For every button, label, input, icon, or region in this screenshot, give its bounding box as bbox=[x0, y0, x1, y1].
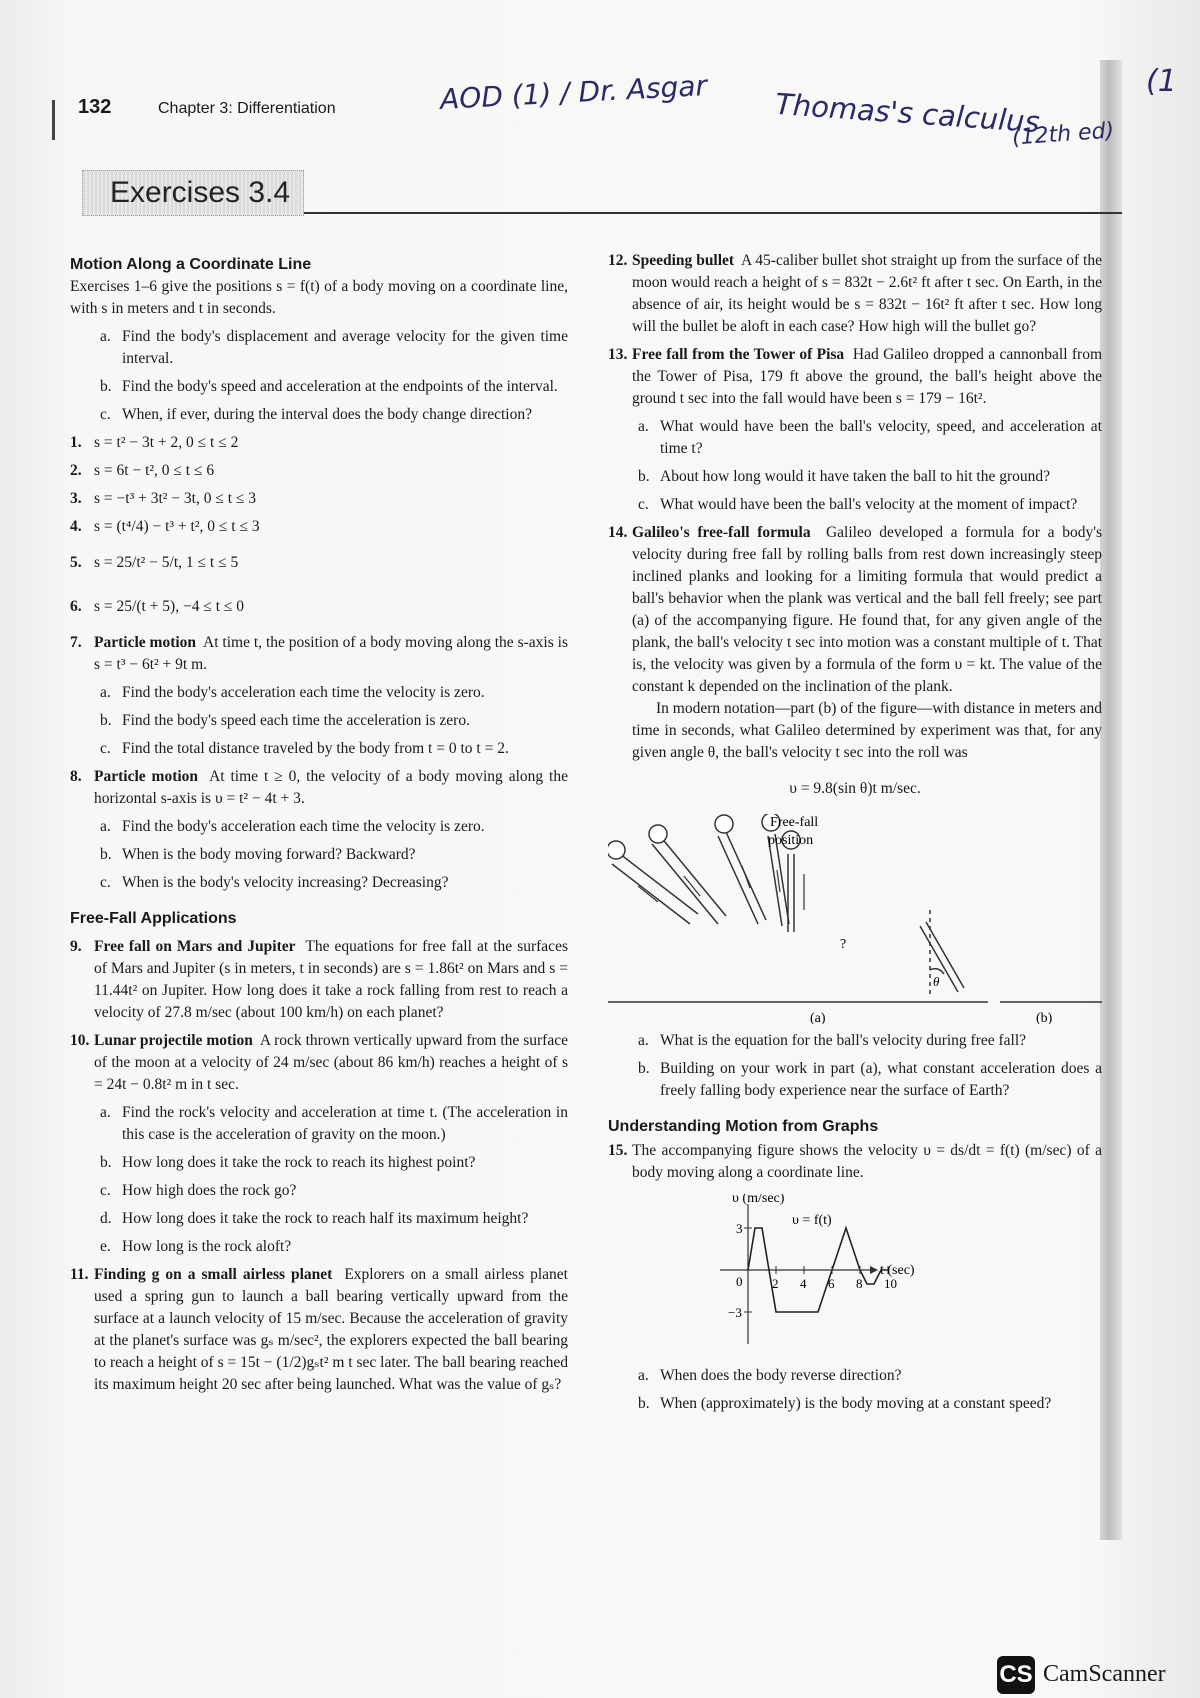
exercise-number: 2. bbox=[70, 462, 82, 479]
plank-4 bbox=[768, 836, 782, 926]
intro-part bbox=[70, 326, 568, 370]
chapter-title: Chapter 3: Differentiation bbox=[158, 100, 336, 117]
handwritten-note-course: AOD (1) / Dr. Asgar bbox=[439, 69, 708, 116]
part-text: What is the equation for the ball's velocity during free fall? bbox=[660, 1032, 1027, 1049]
part-text: How long does it take the rock to reach its highest point? bbox=[122, 1154, 476, 1171]
exercise-11 bbox=[70, 1264, 568, 1396]
part-label: e. bbox=[100, 1238, 111, 1255]
exercise-5 bbox=[70, 544, 568, 582]
incline-figure-drawing bbox=[608, 814, 1102, 1024]
exercise-number: 14. bbox=[608, 524, 628, 541]
exercise-part bbox=[70, 738, 568, 760]
exercise-text: In modern notation—part (b) of the figure—with distance in meters and time in seconds, what Galileo determined by experiment was that, for any given angle θ, the ball's velocity t sec into the roll was bbox=[632, 700, 1102, 761]
section-title: Exercises 3.4 bbox=[110, 176, 291, 209]
part-label: a. bbox=[100, 328, 111, 345]
heading-motion: Motion Along a Coordinate Line bbox=[70, 256, 312, 273]
part-text: Find the body's acceleration each time the velocity is zero. bbox=[122, 684, 485, 701]
part-label: b. bbox=[638, 1395, 650, 1412]
exercise-name: Free fall on Mars and Jupiter bbox=[94, 938, 296, 955]
arrow-3 bbox=[742, 866, 750, 888]
exercise-1 bbox=[70, 432, 568, 454]
part-text: Find the body's acceleration each time the velocity is zero. bbox=[122, 818, 485, 835]
right-column bbox=[608, 250, 1102, 1415]
exercise-formula: s = 25/(t + 5), −4 ≤ t ≤ 0 bbox=[94, 598, 245, 615]
plank-2-edge bbox=[660, 836, 726, 916]
part-text: About how long would it have taken the ball to hit the ground? bbox=[660, 468, 1051, 485]
exercise-name: Particle motion bbox=[94, 768, 199, 785]
exercise-formula: s = −t³ + 3t² − 3t, 0 ≤ t ≤ 3 bbox=[94, 490, 257, 507]
ball-2 bbox=[649, 825, 667, 843]
exercise-formula: s = t² − 3t + 2, 0 ≤ t ≤ 2 bbox=[94, 434, 239, 451]
exercise-2 bbox=[70, 460, 568, 482]
exercise-name: Finding g on a small airless planet bbox=[94, 1266, 333, 1283]
exercise-3 bbox=[70, 488, 568, 510]
camscanner-logo-text: CamScanner bbox=[1043, 1661, 1166, 1687]
part-label: b. bbox=[100, 378, 112, 395]
exercise-part bbox=[70, 1236, 568, 1258]
part-text: When is the body's velocity increasing? Decreasing? bbox=[122, 874, 449, 891]
part-text: When (approximately) is the body moving at a constant speed? bbox=[660, 1395, 1052, 1412]
margin-mark bbox=[52, 100, 55, 140]
part-text: How long does it take the rock to reach half its maximum height? bbox=[122, 1210, 529, 1227]
part-label: b. bbox=[638, 468, 650, 485]
heading-graphs: Understanding Motion from Graphs bbox=[608, 1118, 879, 1135]
intro-part bbox=[70, 376, 568, 398]
part-label: b. bbox=[100, 712, 112, 729]
exercise-part bbox=[608, 1058, 1102, 1102]
exercise-name: Speeding bullet bbox=[632, 252, 735, 269]
page-number: 132 bbox=[78, 96, 112, 118]
part-text: When does the body reverse direction? bbox=[660, 1367, 902, 1384]
x-axis-arrowhead bbox=[870, 1266, 878, 1274]
intro-text: Exercises 1–6 give the positions s = f(t) of a body moving on a coordinate line, with s in meters and t in seconds. bbox=[70, 278, 568, 317]
exercise-part bbox=[70, 1208, 568, 1230]
x-tick-label: 8 bbox=[856, 1276, 863, 1291]
inclined-planks bbox=[612, 832, 794, 932]
exercise-number: 9. bbox=[70, 938, 82, 955]
left-column bbox=[70, 250, 568, 1396]
exercise-text: Had Galileo dropped a cannonball from the Tower of Pisa, 179 ft above the ground, the ball's height above the ground t sec into the fall would have been s = 179 − 16t². bbox=[632, 346, 1103, 407]
y-tick-label: 0 bbox=[736, 1274, 743, 1289]
exercise-text: The equations for free fall at the surfaces of Mars and Jupiter (s in meters, t in seconds) are s = 1.86t² on Mars and s = 11.44t² on Jupiter. How long does it take a rock falling from rest to reach a velocity of 27.8 m/sec (about 100 km/h) on each planet? bbox=[94, 938, 568, 1021]
plank-1-edge bbox=[620, 854, 698, 914]
exercise-number: 3. bbox=[70, 490, 82, 507]
part-text: What would have been the ball's velocity at the moment of impact? bbox=[660, 496, 1078, 513]
exercise-part bbox=[70, 872, 568, 894]
curve-label: υ = f(t) bbox=[792, 1213, 832, 1228]
part-label: b. bbox=[100, 846, 112, 863]
part-label: c. bbox=[100, 1182, 111, 1199]
x-tick-label: 10 bbox=[884, 1276, 897, 1291]
incline-figure bbox=[608, 814, 1102, 1024]
caption-a: (a) bbox=[810, 1011, 826, 1024]
exercise-text: Galileo developed a formula for a body's velocity during free fall by rolling balls from rest down increasingly steep inclined planks and looking for a limiting formula that would predict a ball's behavior when the plank was vertical and the ball fell freely; see part (a) of the accompanying figure. He found that, for any given angle of the plank, the ball's velocity t sec into motion was a constant multiple of t. That is, the velocity was given by a formula of the form υ = kt. The value of the constant k depended on the inclination of the plank. bbox=[632, 524, 1103, 695]
exercise-13 bbox=[608, 344, 1102, 410]
part-label: c. bbox=[638, 496, 649, 513]
y-tick-label: −3 bbox=[728, 1305, 742, 1320]
exercise-9 bbox=[70, 936, 568, 1024]
exercise-name: Free fall from the Tower of Pisa bbox=[632, 346, 845, 363]
part-label: d. bbox=[100, 1210, 112, 1227]
exercise-text: A rock thrown vertically upward from the surface of the moon at a velocity of 24 m/sec (about 86 km/h) reaches a height of s = 24t − 0.8t² m in t sec. bbox=[94, 1032, 568, 1093]
exercise-number: 10. bbox=[70, 1032, 90, 1049]
section-rule bbox=[304, 212, 1122, 214]
x-tick-label: 6 bbox=[828, 1276, 835, 1291]
angled-plank-b bbox=[920, 910, 964, 994]
part-label: c. bbox=[100, 740, 111, 757]
part-label: c. bbox=[100, 406, 111, 423]
caption-b: (b) bbox=[1036, 1011, 1053, 1024]
plank-1 bbox=[612, 864, 690, 924]
plank-3 bbox=[718, 836, 758, 924]
y-tick-label: 3 bbox=[736, 1221, 743, 1236]
exercise-15 bbox=[608, 1140, 1102, 1184]
exercise-part bbox=[70, 710, 568, 732]
exercise-text: Explorers on a small airless planet used a spring gun to launch a ball bearing vertically upward from the surface at a launch velocity of 15 m/sec. Because the acceleration of gravity at the planet's surface was gₛ m/sec², the explorers expected the ball bearing to reach a height of s = 15t − (1/2)gₛt² m t sec later. The ball bearing reached its maximum height 20 sec after being launched. What was the value of gₛ? bbox=[94, 1266, 568, 1393]
free-fall-label-line1: Free-fall bbox=[770, 815, 819, 830]
exercise-number: 6. bbox=[70, 598, 82, 615]
part-label: a. bbox=[100, 1104, 111, 1121]
exercise-14 bbox=[608, 522, 1102, 698]
camscanner-logo-icon: CS bbox=[997, 1656, 1035, 1694]
exercise-part bbox=[608, 494, 1102, 516]
handwritten-note-book: Thomas's calculus bbox=[774, 86, 1041, 140]
question-mark: ? bbox=[840, 937, 847, 952]
exercise-number: 13. bbox=[608, 346, 628, 363]
exercise-number: 15. bbox=[608, 1142, 628, 1159]
theta-label: θ bbox=[933, 974, 940, 989]
exercise-part bbox=[70, 844, 568, 866]
free-fall-label-line2: position bbox=[768, 833, 814, 848]
part-text: What would have been the ball's velocity, speed, and acceleration at time t? bbox=[660, 418, 1102, 457]
ball-3 bbox=[715, 815, 733, 833]
exercise-text: The accompanying figure shows the velocity υ = ds/dt = f(t) (m/sec) of a body moving along a coordinate line. bbox=[632, 1142, 1102, 1181]
part-text: Building on your work in part (a), what constant acceleration does a freely falling body experience near the surface of Earth? bbox=[660, 1060, 1102, 1099]
exercise-part bbox=[608, 1030, 1102, 1052]
exercise-part bbox=[70, 816, 568, 838]
part-text: Find the body's speed and acceleration at the endpoints of the interval. bbox=[122, 378, 558, 395]
part-label: c. bbox=[100, 874, 111, 891]
ball-1 bbox=[608, 841, 625, 859]
galileo-equation: υ = 9.8(sin θ)t m/sec. bbox=[789, 780, 921, 797]
exercise-6 bbox=[70, 588, 568, 626]
exercise-number: 11. bbox=[70, 1266, 89, 1283]
x-tick-label: 2 bbox=[772, 1276, 779, 1291]
part-label: a. bbox=[638, 1032, 649, 1049]
part-text: When is the body moving forward? Backward? bbox=[122, 846, 416, 863]
exercise-name: Galileo's free-fall formula bbox=[632, 524, 811, 541]
exercise-name: Lunar projectile motion bbox=[94, 1032, 253, 1049]
exercise-text: At time t, the position of a body moving along the s-axis is s = t³ − 6t² + 9t m. bbox=[94, 634, 568, 673]
part-label: a. bbox=[638, 1367, 649, 1384]
part-text: Find the body's speed each time the acceleration is zero. bbox=[122, 712, 470, 729]
exercise-10 bbox=[70, 1030, 568, 1096]
exercise-part bbox=[70, 682, 568, 704]
handwritten-note-edition: (12th ed) bbox=[1011, 118, 1115, 151]
y-axis-label: υ (m/sec) bbox=[732, 1194, 785, 1206]
exercise-number: 1. bbox=[70, 434, 82, 451]
exercise-part bbox=[608, 416, 1102, 460]
exercise-formula: s = 25/t² − 5/t, 1 ≤ t ≤ 5 bbox=[94, 554, 239, 571]
exercise-part bbox=[70, 1180, 568, 1202]
arrow-4 bbox=[777, 870, 780, 892]
part-label: a. bbox=[100, 684, 111, 701]
exercise-14-continued bbox=[608, 698, 1102, 764]
velocity-graph-drawing bbox=[608, 1194, 1102, 1359]
part-label: b. bbox=[100, 1154, 112, 1171]
part-label: a. bbox=[638, 418, 649, 435]
exercise-formula: s = (t⁴/4) − t³ + t², 0 ≤ t ≤ 3 bbox=[94, 518, 260, 535]
exercise-number: 7. bbox=[70, 634, 82, 651]
part-text: Find the body's displacement and average velocity for the given time interval. bbox=[122, 328, 568, 367]
exercise-part bbox=[70, 1102, 568, 1146]
exercise-number: 5. bbox=[70, 554, 82, 571]
exercise-text: A 45-caliber bullet shot straight up from the surface of the moon would reach a height of s = 832t − 2.6t² ft after t sec. On Earth, in the absence of air, its height would be s = 832t − 16t² ft after t sec. How long will the bullet be aloft in each case? How high will the bullet go? bbox=[632, 252, 1102, 335]
exercise-number: 4. bbox=[70, 518, 82, 535]
book-spine-shadow bbox=[1100, 60, 1122, 1540]
exercise-8 bbox=[70, 766, 568, 810]
exercise-number: 8. bbox=[70, 768, 82, 785]
x-axis-label: t (sec) bbox=[880, 1263, 915, 1278]
intro-part bbox=[70, 404, 568, 426]
part-label: b. bbox=[638, 1060, 650, 1077]
plank-b-edge bbox=[926, 922, 964, 988]
part-text: When, if ever, during the interval does the body change direction? bbox=[122, 406, 532, 423]
exercise-text: At time t ≥ 0, the velocity of a body moving along the horizontal s-axis is υ = t² − 4t + 3. bbox=[94, 768, 568, 807]
heading-free-fall: Free-Fall Applications bbox=[70, 910, 237, 927]
exercise-part bbox=[70, 1152, 568, 1174]
part-text: How high does the rock go? bbox=[122, 1182, 297, 1199]
exercise-part bbox=[608, 466, 1102, 488]
exercise-part bbox=[608, 1365, 1102, 1387]
exercise-formula: s = 6t − t², 0 ≤ t ≤ 6 bbox=[94, 462, 215, 479]
part-label: a. bbox=[100, 818, 111, 835]
exercise-name: Particle motion bbox=[94, 634, 197, 651]
exercise-part bbox=[608, 1393, 1102, 1415]
exercise-7 bbox=[70, 632, 568, 676]
arrow-1 bbox=[638, 886, 658, 902]
exercise-4 bbox=[70, 516, 568, 538]
part-text: Find the rock's velocity and acceleration at time t. (The acceleration in this case is the acceleration of gravity on the moon.) bbox=[122, 1104, 568, 1143]
handwritten-corner-mark: (1 bbox=[1146, 64, 1177, 99]
exercise-number: 12. bbox=[608, 252, 628, 269]
part-text: How long is the rock aloft? bbox=[122, 1238, 292, 1255]
x-tick-label: 4 bbox=[800, 1276, 807, 1291]
plank-2 bbox=[652, 844, 718, 924]
velocity-graph bbox=[608, 1194, 1102, 1359]
exercise-12 bbox=[608, 250, 1102, 338]
part-text: Find the total distance traveled by the body from t = 0 to t = 2. bbox=[122, 740, 509, 757]
